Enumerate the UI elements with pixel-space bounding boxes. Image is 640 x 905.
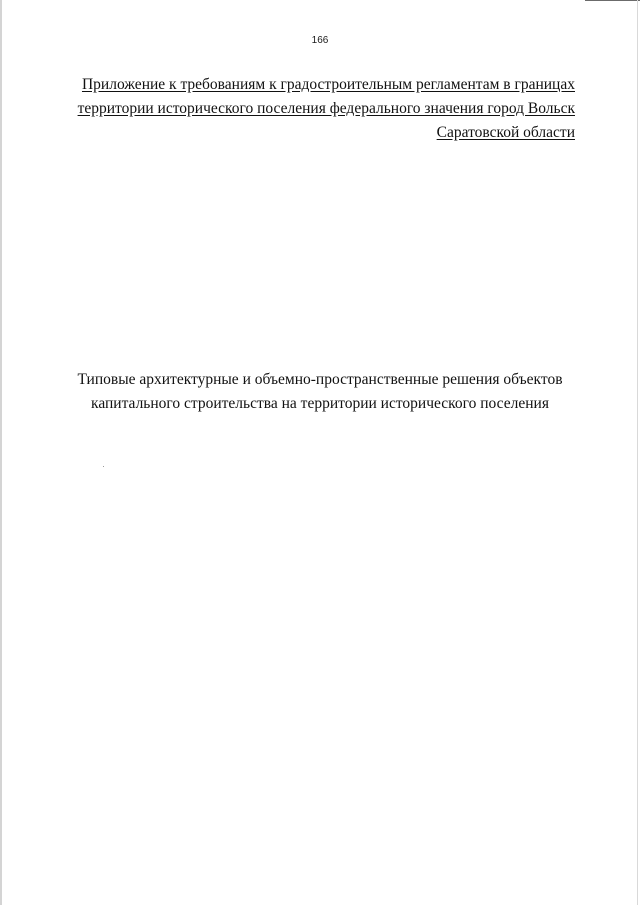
appendix-header [55,73,575,145]
appendix-header-line-1: Приложение к требованиям к градостроительным регламентам в границах [81,76,575,93]
document-title-line-1: Типовые архитектурные и объемно-пространственные решения объектов [77,371,563,388]
scan-left-edge [0,0,2,905]
scan-speck [103,466,104,467]
scan-right-edge [637,0,638,905]
scan-top-edge [585,0,640,1]
page-number: 166 [311,35,329,46]
document-title [0,368,640,416]
appendix-header-line-3: Саратовской области [436,124,575,141]
document-title-line-2: капитального строительства на территории исторического поселения [91,395,549,412]
appendix-header-line-2: территории исторического поселения федерального значения город Вольск [77,100,575,117]
